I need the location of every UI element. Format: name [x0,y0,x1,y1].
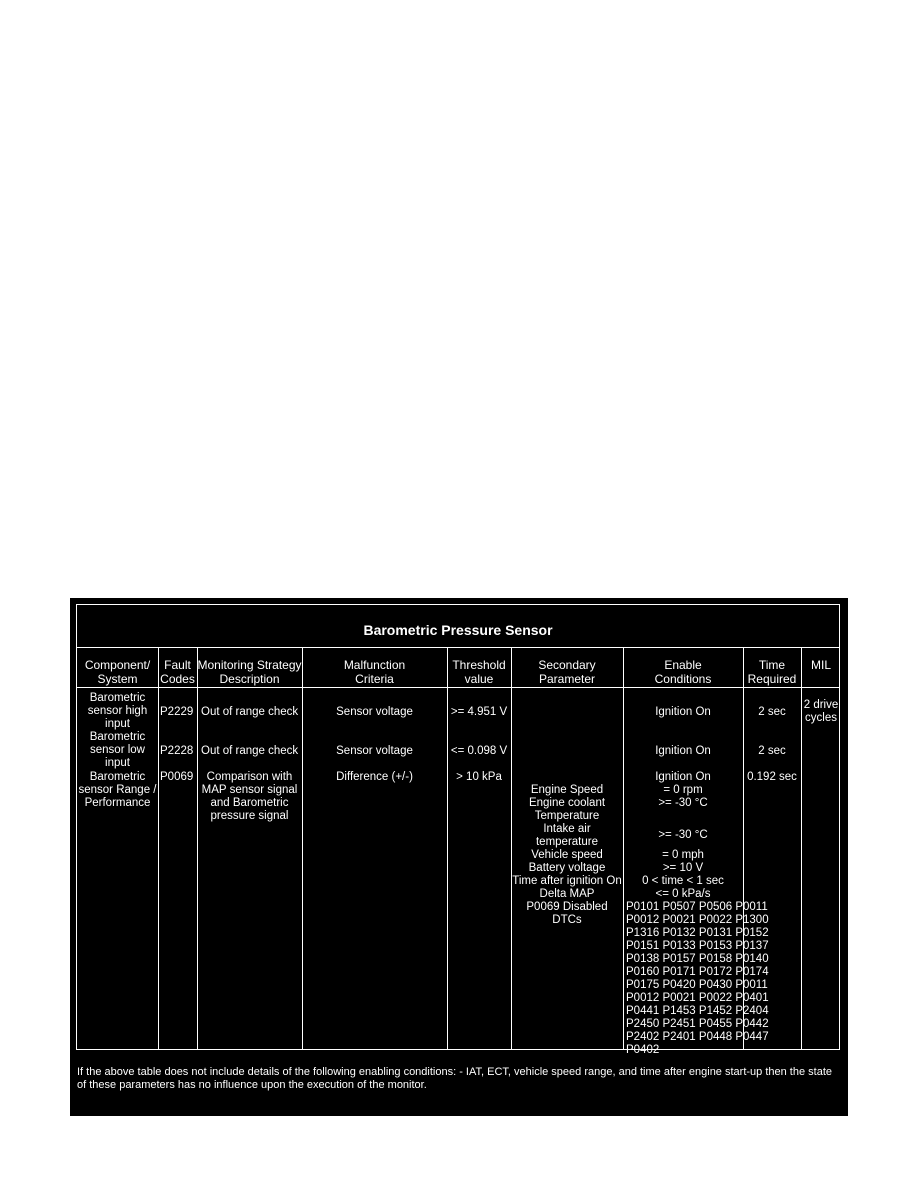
row2-time: 2 sec [758,745,786,757]
secondary-condition: <= 0 kPa/s [655,888,711,900]
header-secondary: Secondary Parameter [538,658,596,686]
row3-time: 0.192 sec [747,771,797,783]
table-title: Barometric Pressure Sensor [363,622,553,638]
row3-monitoring: Comparison with MAP sensor signal and Barometric pressure signal [201,771,298,822]
row3-code: P0069 [160,771,194,783]
header-mil: MIL [810,658,831,672]
row1-enable: Ignition On [655,706,711,718]
row1-threshold: >= 4.951 V [450,706,508,718]
row1-malfunction: Sensor voltage [336,706,413,718]
secondary-condition: >= 10 V [662,862,704,874]
row3-malfunction: Difference (+/-) [336,771,413,783]
row1-component: Barometric sensor high input [87,692,148,730]
secondary-param: Vehicle speed [531,849,603,861]
row3-component: Barometric sensor Range / Performance [78,771,157,809]
secondary-condition: 0 < time < 1 sec [642,875,724,887]
header-component: Component/ System [84,658,151,686]
row1-mil: 2 drive cycles [803,699,839,724]
row2-component: Barometric sensor low input [89,731,146,769]
row3-threshold: > 10 kPa [456,771,502,783]
row2-monitoring: Out of range check [201,745,299,757]
secondary-condition: = 0 mph [662,849,704,861]
secondary-param: Engine coolant Temperature [528,797,606,822]
header-threshold: Threshold value [452,658,506,686]
secondary-param: Engine Speed [530,784,604,796]
header-time: Time Required [747,658,797,686]
header-malfunction: Malfunction Criteria [343,658,406,686]
secondary-param: Battery voltage [528,862,606,874]
secondary-param: Delta MAP [539,888,595,900]
row2-enable: Ignition On [655,745,711,757]
col-divider [158,647,159,1049]
row1-time: 2 sec [758,706,786,718]
header-fault-codes: Fault Codes [160,658,195,686]
row1-code: P2229 [160,706,194,718]
row2-threshold: <= 0.098 V [450,745,508,757]
disabled-dtcs-list: P0101 P0507 P0506 P0011 P0012 P0021 P0022 P1300 P1316 P0132 P0131 P0152 P0151 P0133 P0153 P0137 P0138 P0157 P0158 P0140 P0160 P0171 P0172 P0174 P0175 P0420 P0430 P0011 P0012 P0021 P0022 P0401 P0441 P1453 P1452 P2404 P2450 P2451 P0455 P0442 P2402 P2401 P0448 P0447 P0402 [626,901,769,1056]
barometric-pressure-sensor-panel [70,598,848,1116]
disabled-dtcs-label: P0069 Disabled DTCs [526,901,608,926]
row2-malfunction: Sensor voltage [336,745,413,757]
header-divider [77,687,839,688]
secondary-param: Intake air temperature [535,823,598,848]
header-enable: Enable Conditions [654,658,712,686]
header-monitoring: Monitoring Strategy Description [197,658,302,686]
row3-enable: Ignition On [655,771,711,783]
footnote: If the above table does not include details of the following enabling conditions: - IAT, ECT, vehicle speed range, and time after engine start-up then the state of these parameters has no influence upon the execution of the monitor. [77,1066,832,1091]
table-frame [76,604,840,1056]
secondary-condition: >= -30 °C [658,829,708,841]
secondary-condition: >= -30 °C [658,797,708,809]
secondary-param: Time after ignition On [512,875,622,887]
secondary-condition: = 0 rpm [663,784,703,796]
row2-code: P2228 [160,745,194,757]
row1-monitoring: Out of range check [201,706,299,718]
title-divider [77,647,839,648]
col-divider [197,647,198,1049]
